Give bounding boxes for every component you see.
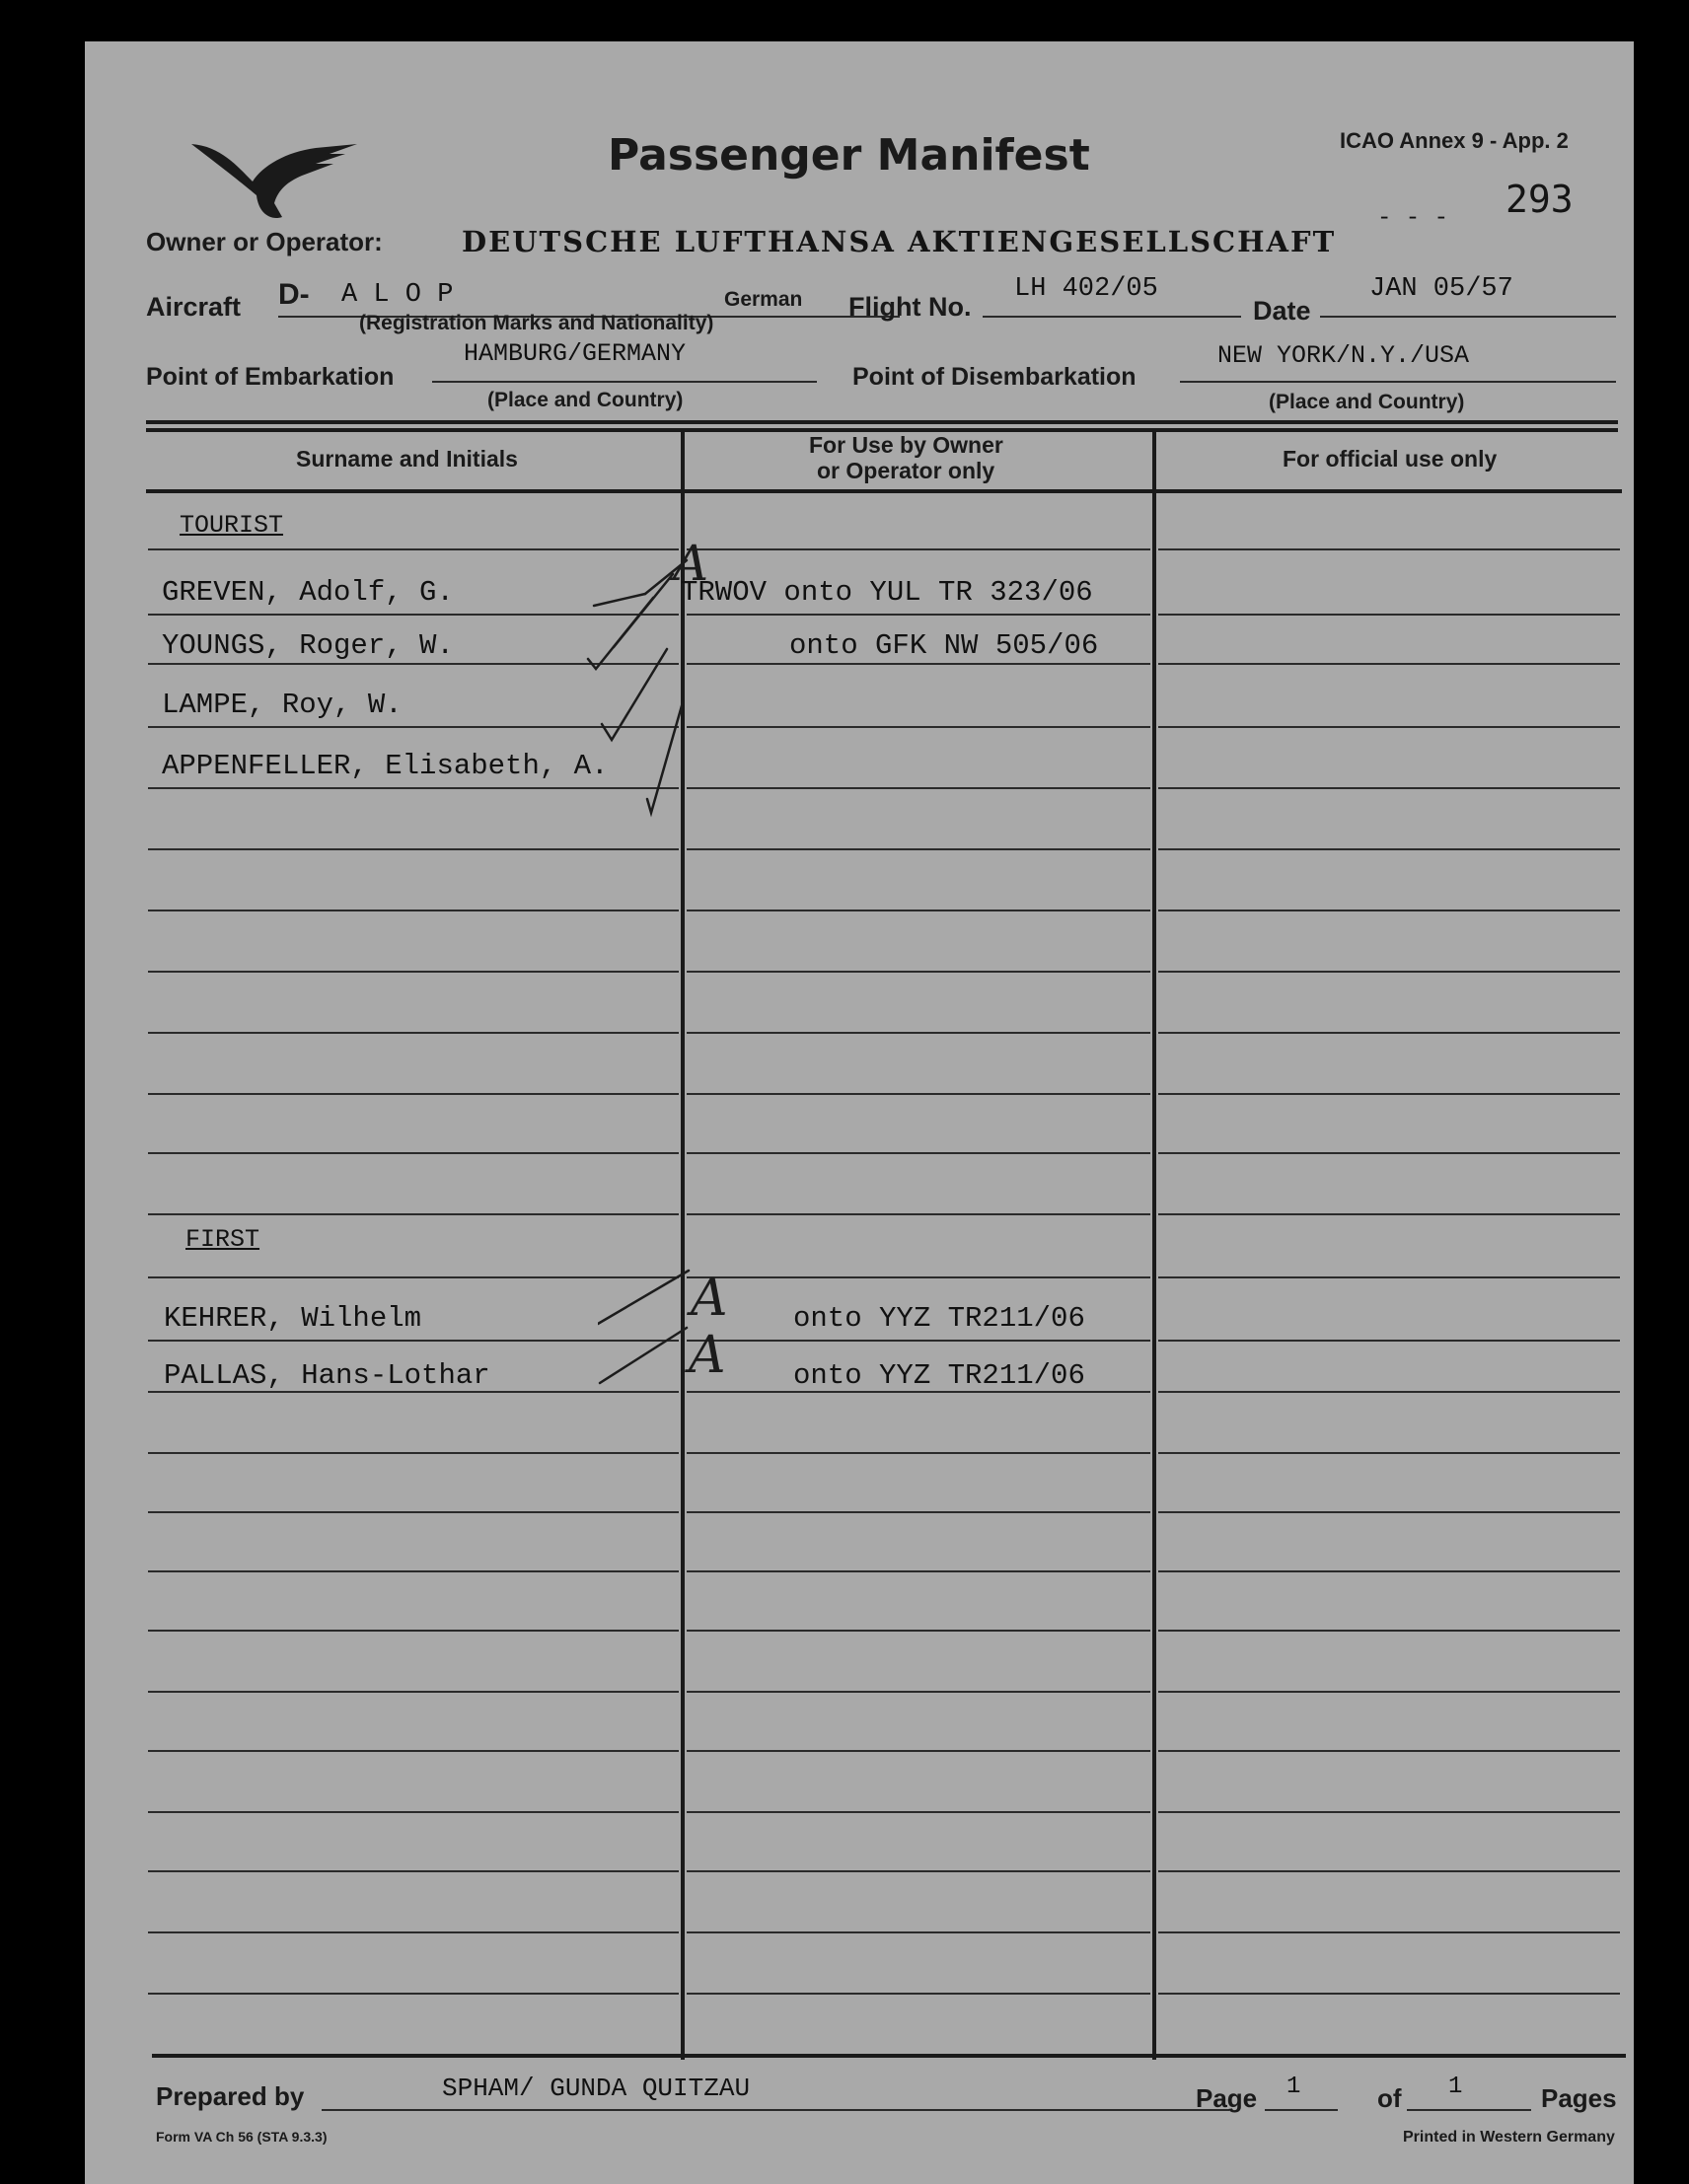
ruled-line xyxy=(1158,1391,1620,1393)
ruled-line xyxy=(148,848,679,850)
ruled-line xyxy=(1158,1093,1620,1095)
date-label: Date xyxy=(1253,296,1311,326)
ruled-line xyxy=(687,1276,1150,1278)
lufthansa-crane-icon xyxy=(191,132,359,241)
ruled-line xyxy=(687,1691,1150,1693)
ruled-line xyxy=(687,1511,1150,1513)
ruled-line xyxy=(687,726,1150,728)
page-title: Passenger Manifest xyxy=(608,130,1090,181)
disembarkation-label: Point of Disembarkation xyxy=(852,363,1137,391)
disembarkation-underline xyxy=(1180,381,1616,383)
ruled-line xyxy=(1158,971,1620,973)
ruled-line xyxy=(687,548,1150,550)
passenger-name: GREVEN, Adolf, G. xyxy=(162,576,454,609)
total-underline xyxy=(1407,2109,1531,2111)
ruled-line xyxy=(148,1691,679,1693)
passenger-name: LAMPE, Roy, W. xyxy=(162,689,403,721)
ruled-line xyxy=(148,1931,679,1933)
ruled-line xyxy=(148,1152,679,1154)
aircraft-prefix: D- xyxy=(278,278,310,311)
passenger-remark: TRWOV onto YUL TR 323/06 xyxy=(681,576,1093,609)
ruled-line xyxy=(687,1750,1150,1752)
ruled-line xyxy=(1158,1511,1620,1513)
embarkation-value: HAMBURG/GERMANY xyxy=(464,339,687,368)
handwritten-mark: A xyxy=(673,535,709,592)
document-number: 293 xyxy=(1505,178,1574,221)
total-pages: 1 xyxy=(1448,2074,1463,2100)
manifest-sheet xyxy=(85,41,1634,2184)
column-header-owner-line1: For Use by Owner xyxy=(809,432,1003,458)
passenger-remark: onto GFK NW 505/06 xyxy=(789,629,1099,662)
form-reference: Form VA Ch 56 (STA 9.3.3) xyxy=(156,2129,328,2145)
date-value: JAN 05/57 xyxy=(1369,274,1513,304)
ruled-line xyxy=(687,787,1150,789)
ruled-line xyxy=(148,548,679,550)
embarkation-label: Point of Embarkation xyxy=(146,363,395,391)
dash-mark: - - - xyxy=(1377,205,1449,232)
ruled-line xyxy=(148,1630,679,1632)
prepared-by-value: SPHAM/ GUNDA QUITZAU xyxy=(442,2074,751,2103)
ruled-line xyxy=(148,1993,679,1995)
aircraft-label: Aircraft xyxy=(146,292,242,322)
owner-label: Owner or Operator: xyxy=(146,227,383,256)
embarkation-underline xyxy=(432,381,817,383)
ruled-line xyxy=(148,1213,679,1215)
passenger-remark: onto YYZ TR211/06 xyxy=(793,1359,1085,1392)
ruled-line xyxy=(148,1750,679,1752)
page-number: 1 xyxy=(1286,2074,1301,2100)
check-mark-icon xyxy=(598,1267,697,1395)
flight-value: LH 402/05 xyxy=(1014,274,1158,304)
table-header-border xyxy=(146,489,1622,493)
ruled-line xyxy=(1158,1452,1620,1454)
disembarkation-caption: (Place and Country) xyxy=(1269,391,1465,413)
ruled-line xyxy=(1158,1276,1620,1278)
ruled-line xyxy=(687,1570,1150,1572)
passenger-name: PALLAS, Hans-Lothar xyxy=(164,1359,490,1392)
printed-note: Printed in Western Germany xyxy=(1403,2129,1615,2146)
handwritten-mark: A xyxy=(689,1326,726,1385)
icao-reference: ICAO Annex 9 - App. 2 xyxy=(1340,128,1569,153)
prepared-by-underline xyxy=(322,2109,1229,2111)
passenger-name: YOUNGS, Roger, W. xyxy=(162,629,454,662)
section-tourist: TOURIST xyxy=(180,511,284,540)
page-label: Page xyxy=(1196,2083,1258,2113)
ruled-line xyxy=(1158,726,1620,728)
of-label: of xyxy=(1377,2083,1402,2113)
ruled-line xyxy=(687,1340,1150,1342)
date-underline xyxy=(1320,316,1616,318)
ruled-line xyxy=(148,1032,679,1034)
prepared-by-label: Prepared by xyxy=(156,2081,305,2111)
ruled-line xyxy=(148,1093,679,1095)
page-underline xyxy=(1265,2109,1338,2111)
ruled-line xyxy=(1158,1630,1620,1632)
ruled-line xyxy=(687,1630,1150,1632)
ruled-line xyxy=(687,1093,1150,1095)
embarkation-caption: (Place and Country) xyxy=(487,389,684,411)
column-header-surname: Surname and Initials xyxy=(296,446,518,472)
aircraft-registration: A L O P xyxy=(341,280,454,310)
ruled-line xyxy=(1158,1870,1620,1872)
ruled-line xyxy=(1158,1931,1620,1933)
table-top-border xyxy=(146,420,1618,424)
passenger-name: APPENFELLER, Elisabeth, A. xyxy=(162,750,609,782)
ruled-line xyxy=(148,1452,679,1454)
ruled-line xyxy=(1158,1213,1620,1215)
ruled-line xyxy=(1158,787,1620,789)
aircraft-caption: (Registration Marks and Nationality) xyxy=(359,312,714,334)
ruled-line xyxy=(1158,663,1620,665)
aircraft-nationality: German xyxy=(724,288,803,311)
ruled-line xyxy=(687,1452,1150,1454)
ruled-line xyxy=(1158,1032,1620,1034)
ruled-line xyxy=(148,971,679,973)
ruled-line xyxy=(1158,548,1620,550)
ruled-line xyxy=(687,1993,1150,1995)
ruled-line xyxy=(687,1152,1150,1154)
ruled-line xyxy=(1158,910,1620,911)
ruled-line xyxy=(1158,1152,1620,1154)
ruled-line xyxy=(148,1570,679,1572)
handwritten-mark: A xyxy=(691,1269,728,1328)
ruled-line xyxy=(687,614,1150,616)
ruled-line xyxy=(687,1032,1150,1034)
ruled-line xyxy=(1158,1570,1620,1572)
ruled-line xyxy=(148,1811,679,1813)
ruled-line xyxy=(687,663,1150,665)
ruled-line xyxy=(687,848,1150,850)
passenger-remark: onto YYZ TR211/06 xyxy=(793,1302,1085,1335)
ruled-line xyxy=(1158,1993,1620,1995)
passenger-name: KEHRER, Wilhelm xyxy=(164,1302,422,1335)
ruled-line xyxy=(1158,848,1620,850)
column-divider-2 xyxy=(1152,432,1156,2060)
table-bottom-border xyxy=(152,2054,1626,2058)
pages-label: Pages xyxy=(1541,2083,1617,2113)
ruled-line xyxy=(687,1870,1150,1872)
ruled-line xyxy=(1158,1340,1620,1342)
section-first: FIRST xyxy=(185,1225,260,1254)
flight-label: Flight No. xyxy=(848,292,972,322)
ruled-line xyxy=(687,1931,1150,1933)
column-header-owner-line2: or Operator only xyxy=(817,458,995,483)
ruled-line xyxy=(148,910,679,911)
ruled-line xyxy=(148,1870,679,1872)
column-header-official: For official use only xyxy=(1283,446,1498,472)
ruled-line xyxy=(687,1811,1150,1813)
flight-underline xyxy=(983,316,1241,318)
ruled-line xyxy=(1158,1691,1620,1693)
disembarkation-value: NEW YORK/N.Y./USA xyxy=(1217,341,1470,370)
ruled-line xyxy=(1158,1750,1620,1752)
ruled-line xyxy=(1158,614,1620,616)
owner-value: DEUTSCHE LUFTHANSA AKTIENGESELLSCHAFT xyxy=(462,225,1337,258)
ruled-line xyxy=(148,1511,679,1513)
check-mark-icon xyxy=(578,554,706,831)
ruled-line xyxy=(687,910,1150,911)
ruled-line xyxy=(687,1213,1150,1215)
ruled-line xyxy=(1158,1811,1620,1813)
ruled-line xyxy=(687,971,1150,973)
